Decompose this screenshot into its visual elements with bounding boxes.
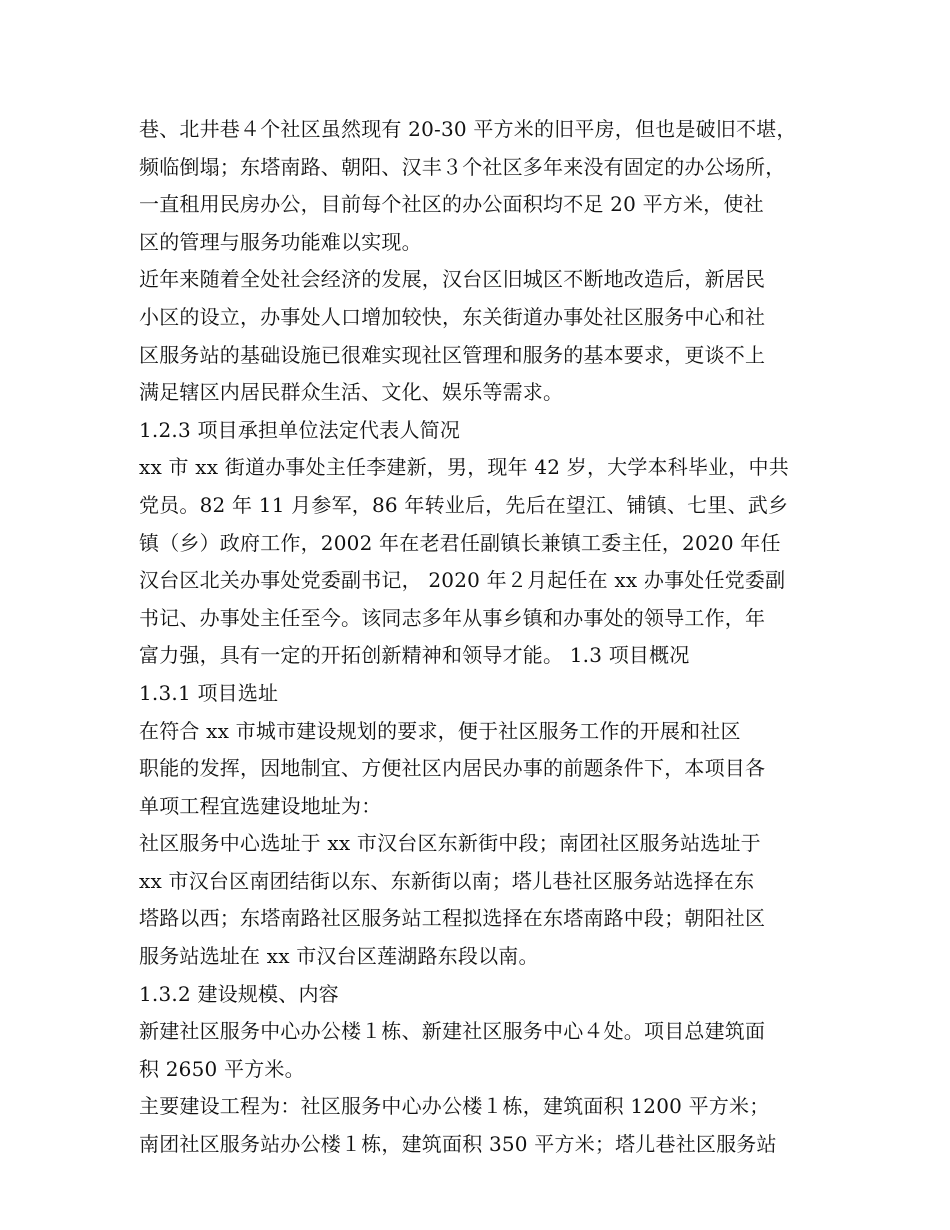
text-line: 新建社区服务中心办公楼１栋、新建社区服务中心４处。项目总建筑面 [139,1019,766,1044]
text-line: xx 市汉台区南团结街以东、东新街以南；塔儿巷社区服务站选择在东 [139,868,755,893]
text-line: 富力强，具有一定的开拓创新精神和领导才能。 1.3 项目概况 [139,643,690,668]
text-line: 书记、办事处主任至今。该同志多年从事乡镇和办事处的领导工作，年 [139,605,766,630]
text-line: 满足辖区内居民群众生活、文化、娱乐等需求。 [139,380,564,405]
text-line: 南团社区服务站办公楼１栋，建筑面积 350 平方米；塔儿巷社区服务站 [139,1132,777,1157]
text-line: 区服务站的基础设施已很难实现社区管理和服务的基本要求，更谈不上 [139,342,766,367]
text-line: 单项工程宜选建设地址为： [139,793,382,818]
text-line: 党员。82 年 11 月参军，86 年转业后，先后在望江、铺镇、七里、武乡 [139,492,789,517]
document-body [139,111,829,1164]
section-heading: 1.3.1 项目选址 [139,680,279,705]
text-line: 社区服务中心选址于 xx 市汉台区东新街中段；南团社区服务站选址于 [139,831,761,856]
section-heading: 1.3.2 建设规模、内容 [139,981,339,1006]
text-line: 塔路以西；东塔南路社区服务站工程拟选择在东塔南路中段；朝阳社区 [139,906,766,931]
text-line: 在符合 xx 市城市建设规划的要求，便于社区服务工作的开展和社区 [139,718,741,743]
text-line: 巷、北井巷４个社区虽然现有 20-30 平方米的旧平房，但也是破旧不堪， [139,117,797,141]
text-line: 频临倒塌；东塔南路、朝阳、汉丰３个社区多年来没有固定的办公场所， [139,154,786,179]
text-line: 服务站选址在 xx 市汉台区莲湖路东段以南。 [139,944,539,969]
text-line: 区的管理与服务功能难以实现。 [139,229,422,254]
text-line: 一直租用民房办公，目前每个社区的办公面积均不足 20 平方米，使社 [139,192,764,217]
text-line: 镇（乡）政府工作，2002 年在老君任副镇长兼镇工委主任，2020 年任 [139,530,781,555]
text-line: 职能的发挥，因地制宜、方便社区内居民办事的前题条件下，本项目各 [139,756,766,781]
text-line: 积 2650 平方米。 [139,1056,305,1081]
text-line: 近年来随着全处社会经济的发展，汉台区旧城区不断地改造后，新居民 [139,267,766,292]
text-line: 小区的设立，办事处人口增加较快，东关街道办事处社区服务中心和社 [139,304,766,329]
text-line: 汉台区北关办事处党委副书记， 2020 年２月起任在 xx 办事处任党委副 [139,568,786,593]
section-heading: 1.2.3 项目承担单位法定代表人简况 [139,417,461,442]
text-line: xx 市 xx 街道办事处主任李建新，男，现年 42 岁，大学本科毕业，中共 [139,455,789,480]
text-line: 主要建设工程为：社区服务中心办公楼１栋，建筑面积 1200 平方米； [139,1094,770,1119]
